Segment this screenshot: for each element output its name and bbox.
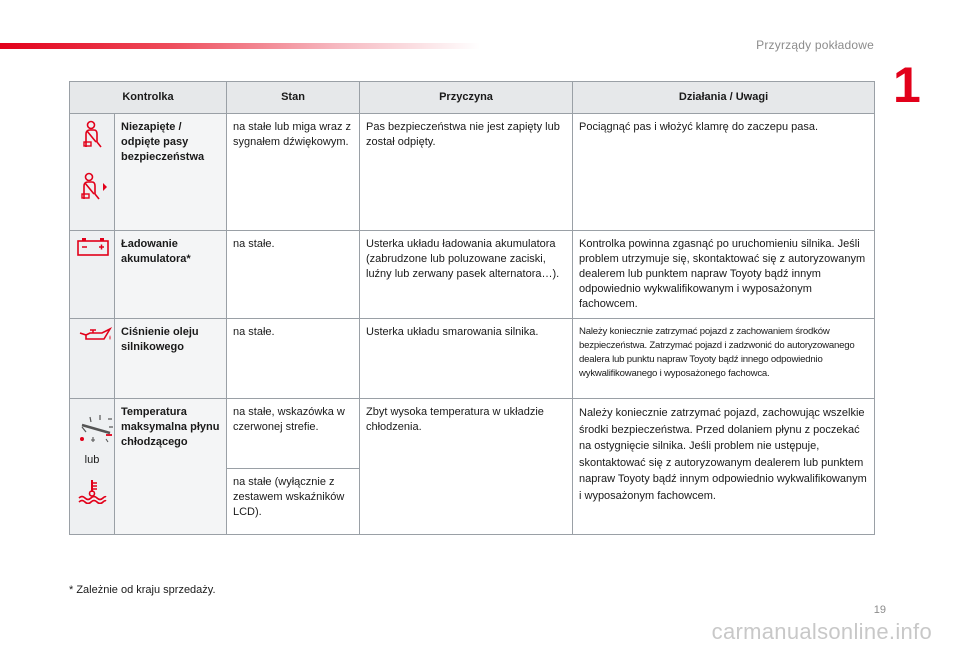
table-row-seatbelt bbox=[70, 114, 875, 231]
table-row-coolant bbox=[70, 399, 875, 469]
footnote: * Zależnie od kraju sprzedaży. bbox=[69, 584, 216, 596]
cause-cell: Zbyt wysoka temperatura w układzie chłodzenia. bbox=[360, 399, 573, 535]
action-cell: Kontrolka powinna zgasnąć po uruchomieniu silnika. Jeśli problem utrzymuje się, skontaktować się z autoryzowanym dealerem lub punktem napraw Toyoty bądź innym odpowiednio wykwalifikowanym i wyposażonym fachowcem. bbox=[573, 231, 875, 319]
seatbelt-blink-icon bbox=[76, 172, 110, 202]
table-row-oil bbox=[70, 319, 875, 399]
header-kontrolka: Kontrolka bbox=[70, 82, 227, 114]
or-label: lub bbox=[84, 454, 100, 466]
header-przyczyna: Przyczyna bbox=[360, 82, 573, 114]
state-cell: na stałe, wskazówka w czerwonej strefie. bbox=[227, 399, 360, 469]
header-dzialania: Działania / Uwagi bbox=[573, 82, 875, 114]
action-cell: Pociągnąć pas i włożyć klamrę do zaczepu pasa. bbox=[573, 114, 875, 231]
icon-cell bbox=[70, 231, 115, 319]
coolant-temp-icon bbox=[76, 478, 108, 504]
cause-cell: Usterka układu smarowania silnika. bbox=[360, 319, 573, 399]
cause-cell: Usterka układu ładowania akumulatora (zabrudzone lub poluzowane zaciski, luźny lub zerwany pasek alternatora…). bbox=[360, 231, 573, 319]
warning-lights-table bbox=[69, 81, 875, 535]
watermark: carmanualsonline.info bbox=[711, 619, 932, 644]
temperature-gauge-icon bbox=[76, 405, 116, 445]
oil-can-icon bbox=[76, 325, 114, 345]
seatbelt-icon bbox=[78, 120, 106, 150]
table-header-row bbox=[70, 82, 875, 114]
state-cell: na stałe (wyłącznie z zestawem wskaźników LCD). bbox=[227, 469, 360, 535]
light-name: Niezapięte / odpięte pasy bezpieczeństwa bbox=[115, 114, 227, 231]
icon-cell bbox=[70, 319, 115, 399]
light-name: Ładowanie akumulatora* bbox=[115, 231, 227, 319]
light-name: Ciśnienie oleju silnikowego bbox=[115, 319, 227, 399]
state-cell: na stałe. bbox=[227, 231, 360, 319]
chapter-number: 1 bbox=[893, 57, 921, 113]
page-number: 19 bbox=[873, 604, 886, 616]
state-cell: na stałe. bbox=[227, 319, 360, 399]
table-row-battery bbox=[70, 231, 875, 319]
accent-bar bbox=[0, 43, 480, 49]
action-cell: Należy koniecznie zatrzymać pojazd, zachowując wszelkie środki bezpieczeństwa. Przed dolaniem płynu z poczekać na ostygnięcie silnika. Jeśli problem nie ustępuje, skontaktować się z autoryzowanym dealerem lub punktem napraw Toyoty bądź innym odpowiednio wykwalifikowanym i wyposażonym fachowcem. bbox=[573, 399, 875, 535]
state-cell: na stałe lub miga wraz z sygnałem dźwiękowym. bbox=[227, 114, 360, 231]
icon-cell bbox=[70, 399, 115, 535]
icon-cell bbox=[70, 114, 115, 231]
battery-icon bbox=[76, 237, 110, 257]
action-cell: Należy koniecznie zatrzymać pojazd z zachowaniem środków bezpieczeństwa. Zatrzymać pojazd i zadzwonić do autoryzowanego dealera lub punktu napraw Toyoty bądź innego odpowiednio wykwalifikowanego i wyposażonego fachowca. bbox=[573, 319, 875, 399]
header-stan: Stan bbox=[227, 82, 360, 114]
light-name: Temperatura maksymalna płynu chłodzącego bbox=[115, 399, 227, 535]
section-title: Przyrządy pokładowe bbox=[756, 38, 874, 52]
cause-cell: Pas bezpieczeństwa nie jest zapięty lub został odpięty. bbox=[360, 114, 573, 231]
